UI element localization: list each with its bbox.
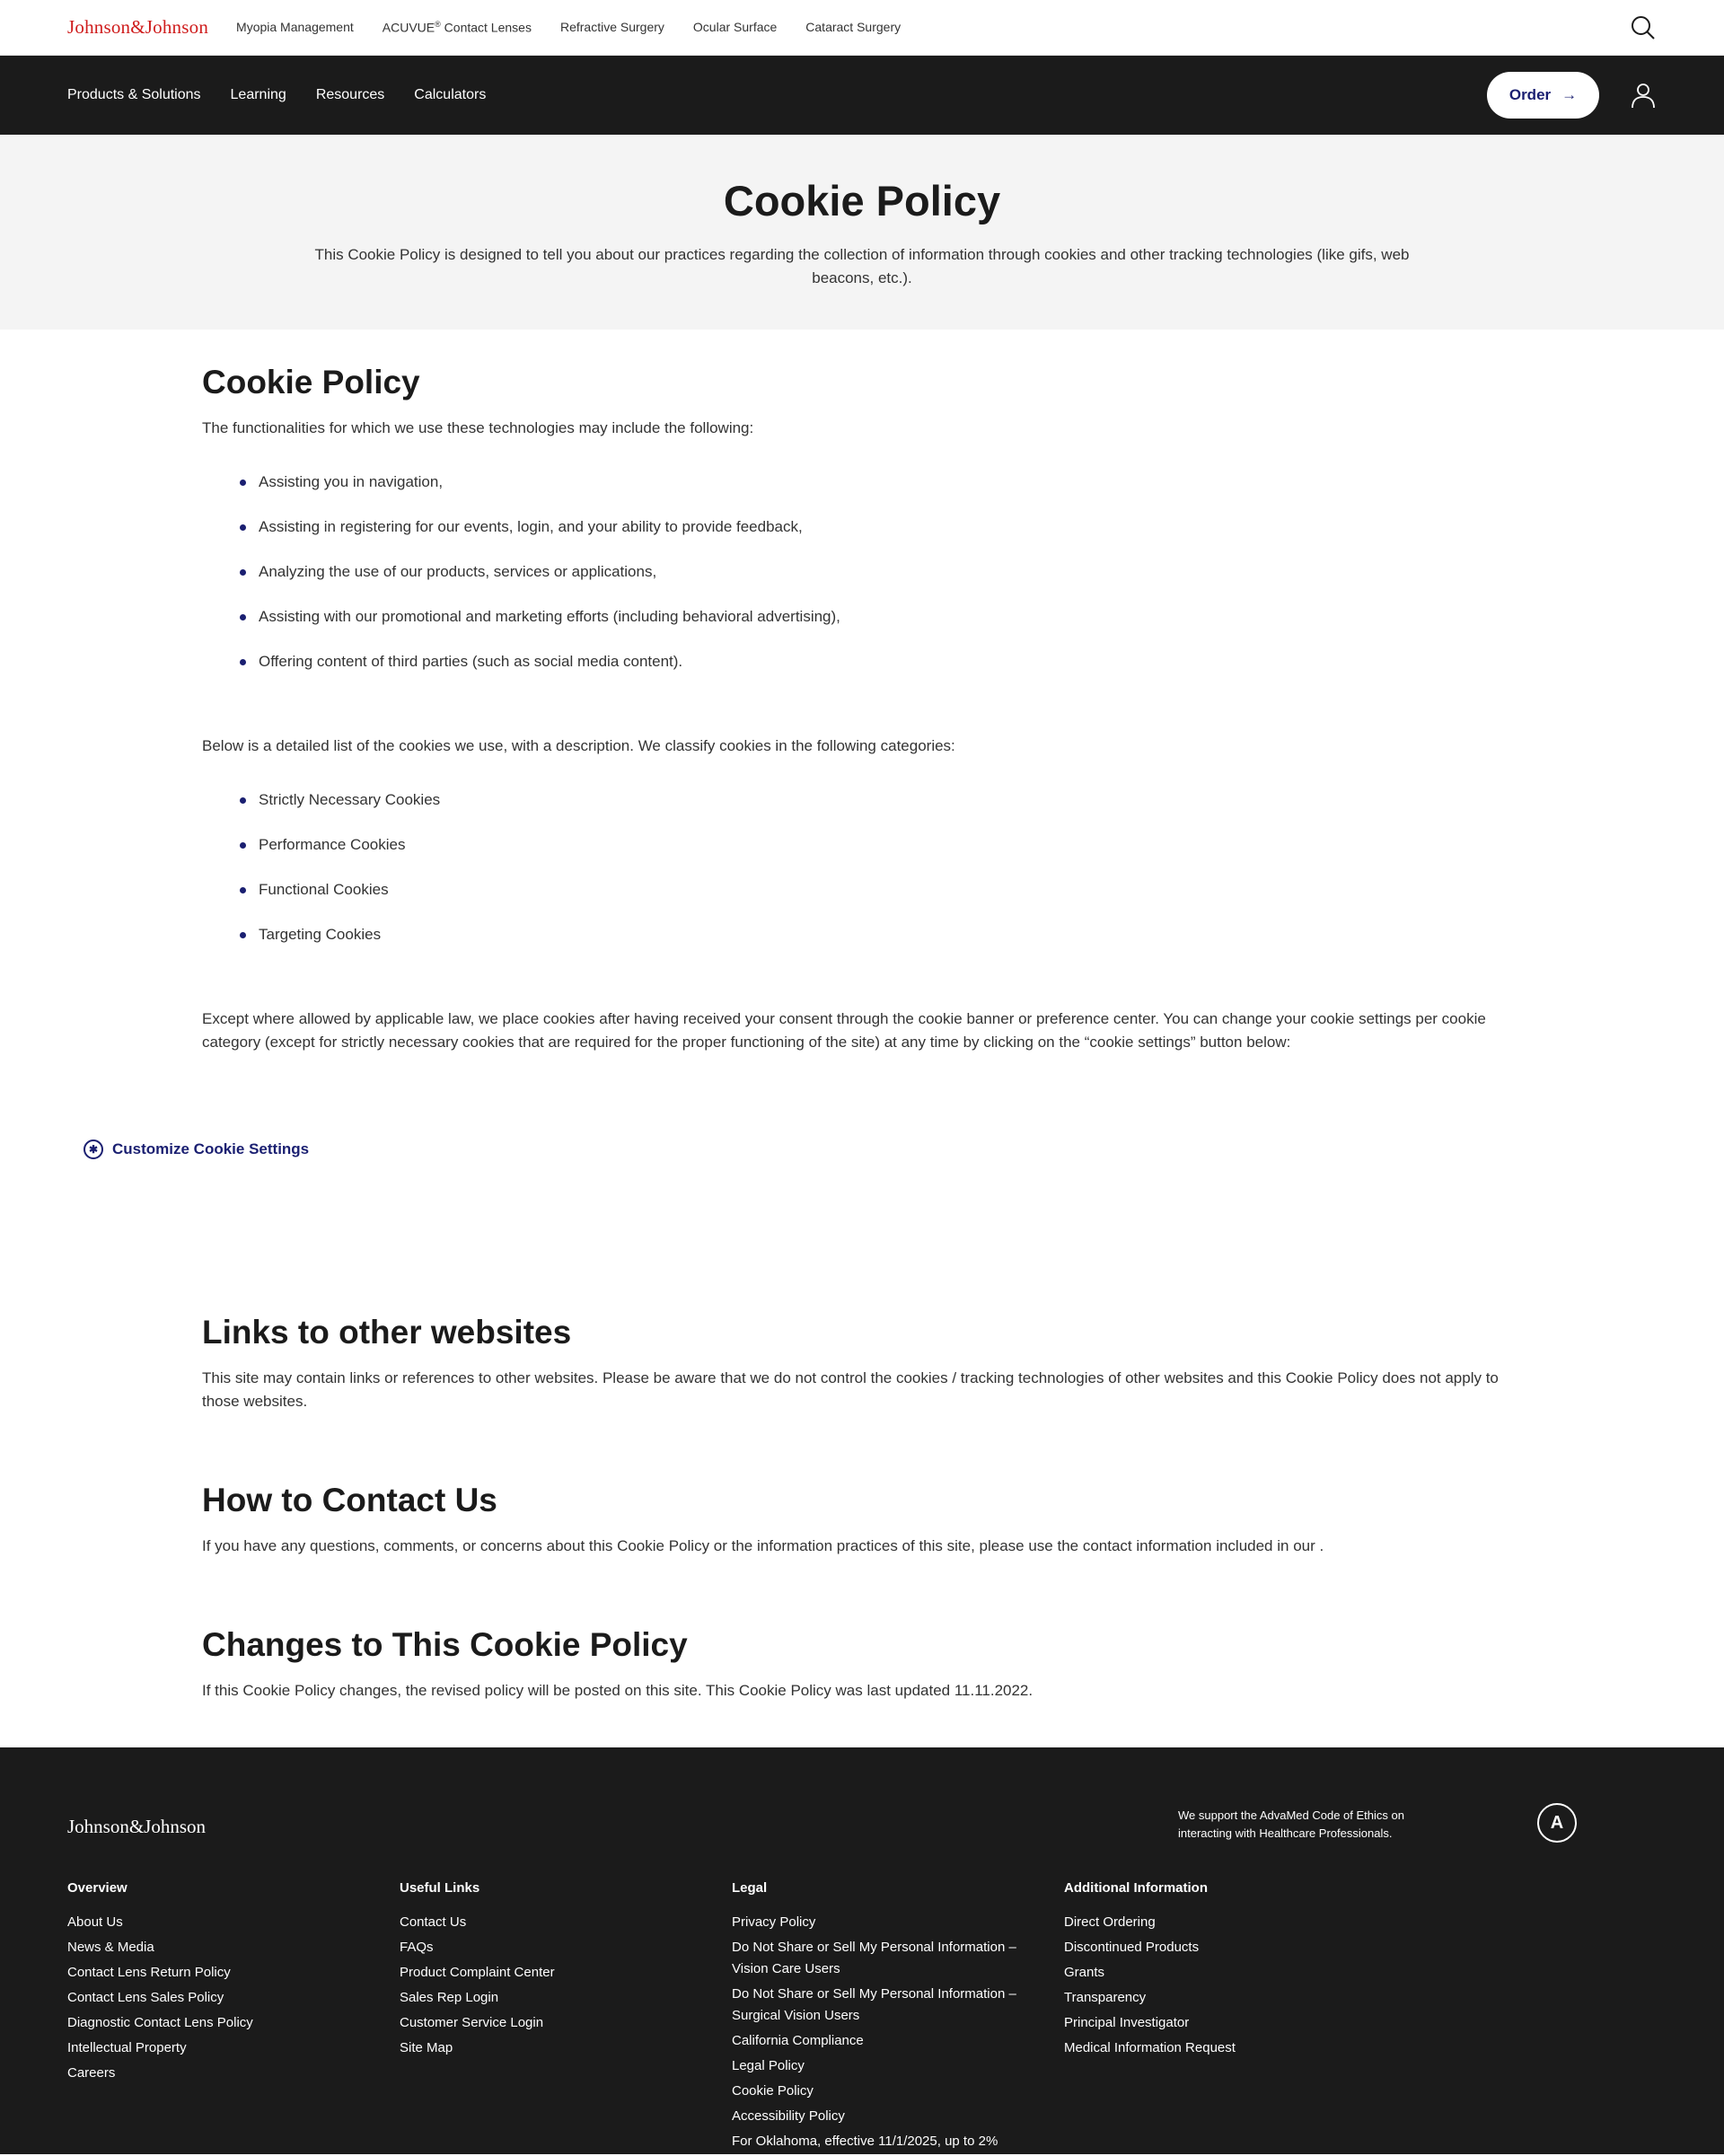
main-content [0,364,1724,1703]
footer-link[interactable]: Medical Information Request [1064,2040,1236,2055]
footer-link[interactable]: Grants [1064,1965,1105,1980]
footer-link[interactable]: Do Not Share or Sell My Personal Information – Surgical Vision Users [732,1986,1016,2023]
footer-link[interactable]: FAQs [400,1940,434,1955]
cookie-button-label: Customize Cookie Settings [112,1140,310,1157]
brand-logo[interactable]: Johnson&Johnson [67,16,209,38]
page-title: Cookie Policy [723,177,1001,224]
list-item: Performance Cookies [240,833,1522,857]
footer-link[interactable]: Customer Service Login [400,2015,544,2030]
footer-link[interactable]: Cookie Policy [732,2083,814,2099]
nav-resources[interactable]: Resources [315,87,385,102]
arrow-right-icon: → [1561,86,1578,103]
footer-link[interactable]: Diagnostic Contact Lens Policy [67,2015,253,2030]
footer-link[interactable]: Accessibility Policy [732,2108,845,2124]
footer-column-title: Legal [732,1880,768,1896]
footer [0,1747,1724,2154]
registered-mark: ® [435,20,441,30]
footer-link[interactable]: Contact Lens Return Policy [67,1965,231,1980]
footer-column-legal [732,1880,1046,2156]
advamed-seal-icon: A [1537,1803,1577,1843]
footer-link[interactable]: Intellectual Property [67,2040,187,2055]
footer-column-title: Overview [67,1880,128,1896]
footer-link[interactable]: California Compliance [732,2033,864,2048]
top-bar [0,0,1724,56]
contact-lenses-label: Contact Lenses [444,20,532,35]
footer-brand-logo[interactable]: Johnson&Johnson [67,1816,207,1837]
footer-link[interactable]: Careers [67,2065,116,2081]
section-heading-cookie-policy: Cookie Policy [202,364,420,400]
top-nav-item-myopia[interactable]: Myopia Management [236,20,354,35]
list-item: Analyzing the use of our products, services or applications, [240,560,1522,584]
top-nav-item-acuvue[interactable] [383,20,532,35]
footer-link[interactable]: Privacy Policy [732,1914,816,1930]
cookie-settings-icon: ✱ [84,1140,103,1159]
section-heading-links: Links to other websites [202,1314,572,1351]
top-nav-item-cataract[interactable]: Cataract Surgery [805,20,902,35]
acuvue-label: ACUVUE [382,20,435,35]
links-text: This site may contain links or references to other websites. Please be aware that we do not control the cookies / tracking technologies of other websites and this Cookie Policy does not apply to those websites. [202,1369,1499,1410]
top-nav [236,20,901,35]
customize-cookie-settings-button[interactable] [84,1140,309,1159]
top-nav-item-ocular[interactable]: Ocular Surface [692,20,778,35]
footer-link[interactable]: Site Map [400,2040,453,2055]
top-nav-item-refractive[interactable]: Refractive Surgery [559,20,664,35]
footer-column-useful-links [400,1880,714,2063]
contact-text: If you have any questions, comments, or concerns about this Cookie Policy or the information practices of this site, please use the contact information included in our . [202,1537,1324,1554]
hero-banner [0,135,1724,330]
list-item: Assisting you in navigation, [240,471,1522,494]
categories-lead: Below is a detailed list of the cookies we use, with a description. We classify cookies in the following categories: [202,737,955,754]
footer-link[interactable]: About Us [67,1914,123,1930]
nav-products-solutions[interactable]: Products & Solutions [67,87,201,102]
user-icon[interactable] [1630,82,1657,109]
list-item: Assisting in registering for our events, login, and your ability to provide feedback, [240,515,1522,539]
footer-link[interactable]: Principal Investigator [1064,2015,1190,2030]
functionalities-lead: The functionalities for which we use these technologies may include the following: [202,419,754,436]
footer-link[interactable]: Direct Ordering [1064,1914,1156,1930]
footer-column-overview [67,1880,382,2088]
footer-column-title: Additional Information [1064,1880,1208,1896]
list-item: Offering content of third parties (such as social media content). [240,650,1522,673]
list-item: Strictly Necessary Cookies [240,788,1522,812]
footer-link[interactable]: Do Not Share or Sell My Personal Information – Vision Care Users [732,1940,1016,1976]
footer-link[interactable]: Product Complaint Center [400,1965,555,1980]
footer-link[interactable]: Legal Policy [732,2058,805,2073]
section-heading-changes: Changes to This Cookie Policy [202,1626,688,1663]
footer-column-additional-information [1064,1880,1378,2063]
consent-text: Except where allowed by applicable law, we place cookies after having received your consent through the cookie banner or preference center. You can change your cookie settings per cookie category (except for strictly necessary cookies that are required for the proper functioning of the site) at any time by clicking on the “cookie settings” button below: [202,1010,1486,1051]
footer-link[interactable]: News & Media [67,1940,154,1955]
search-icon[interactable] [1630,14,1657,41]
advamed-statement: We support the AdvaMed Code of Ethics on interacting with Healthcare Professionals. [1178,1808,1404,1840]
list-item: Targeting Cookies [240,923,1522,946]
hero-intro: This Cookie Policy is designed to tell you about our practices regarding the collection of information through cookies and other tracking technologies (like gifs, web beacons, etc.). [314,246,1410,286]
footer-link[interactable]: Contact Lens Sales Policy [67,1990,224,2005]
nav-learning[interactable]: Learning [230,87,286,102]
main-nav [0,56,1724,135]
categories-list [202,788,1522,946]
nav-calculators[interactable]: Calculators [414,87,487,102]
footer-link[interactable]: Discontinued Products [1064,1940,1200,1955]
footer-link[interactable]: Contact Us [400,1914,467,1930]
changes-text: If this Cookie Policy changes, the revised policy will be posted on this site. This Cookie Policy was last updated 11.11.2022. [202,1682,1034,1699]
list-item: Functional Cookies [240,878,1522,902]
list-item: Assisting with our promotional and marketing efforts (including behavioral advertising), [240,605,1522,629]
section-heading-contact: How to Contact Us [202,1482,497,1518]
functionalities-list [202,471,1522,673]
order-button[interactable] [1487,72,1599,119]
footer-link[interactable]: Transparency [1064,1990,1147,2005]
footer-link[interactable]: For Oklahoma, effective 11/1/2025, up to 2% [732,2134,998,2149]
order-label: Order [1508,86,1552,103]
footer-column-title: Useful Links [400,1880,480,1896]
footer-link[interactable]: Sales Rep Login [400,1990,499,2005]
